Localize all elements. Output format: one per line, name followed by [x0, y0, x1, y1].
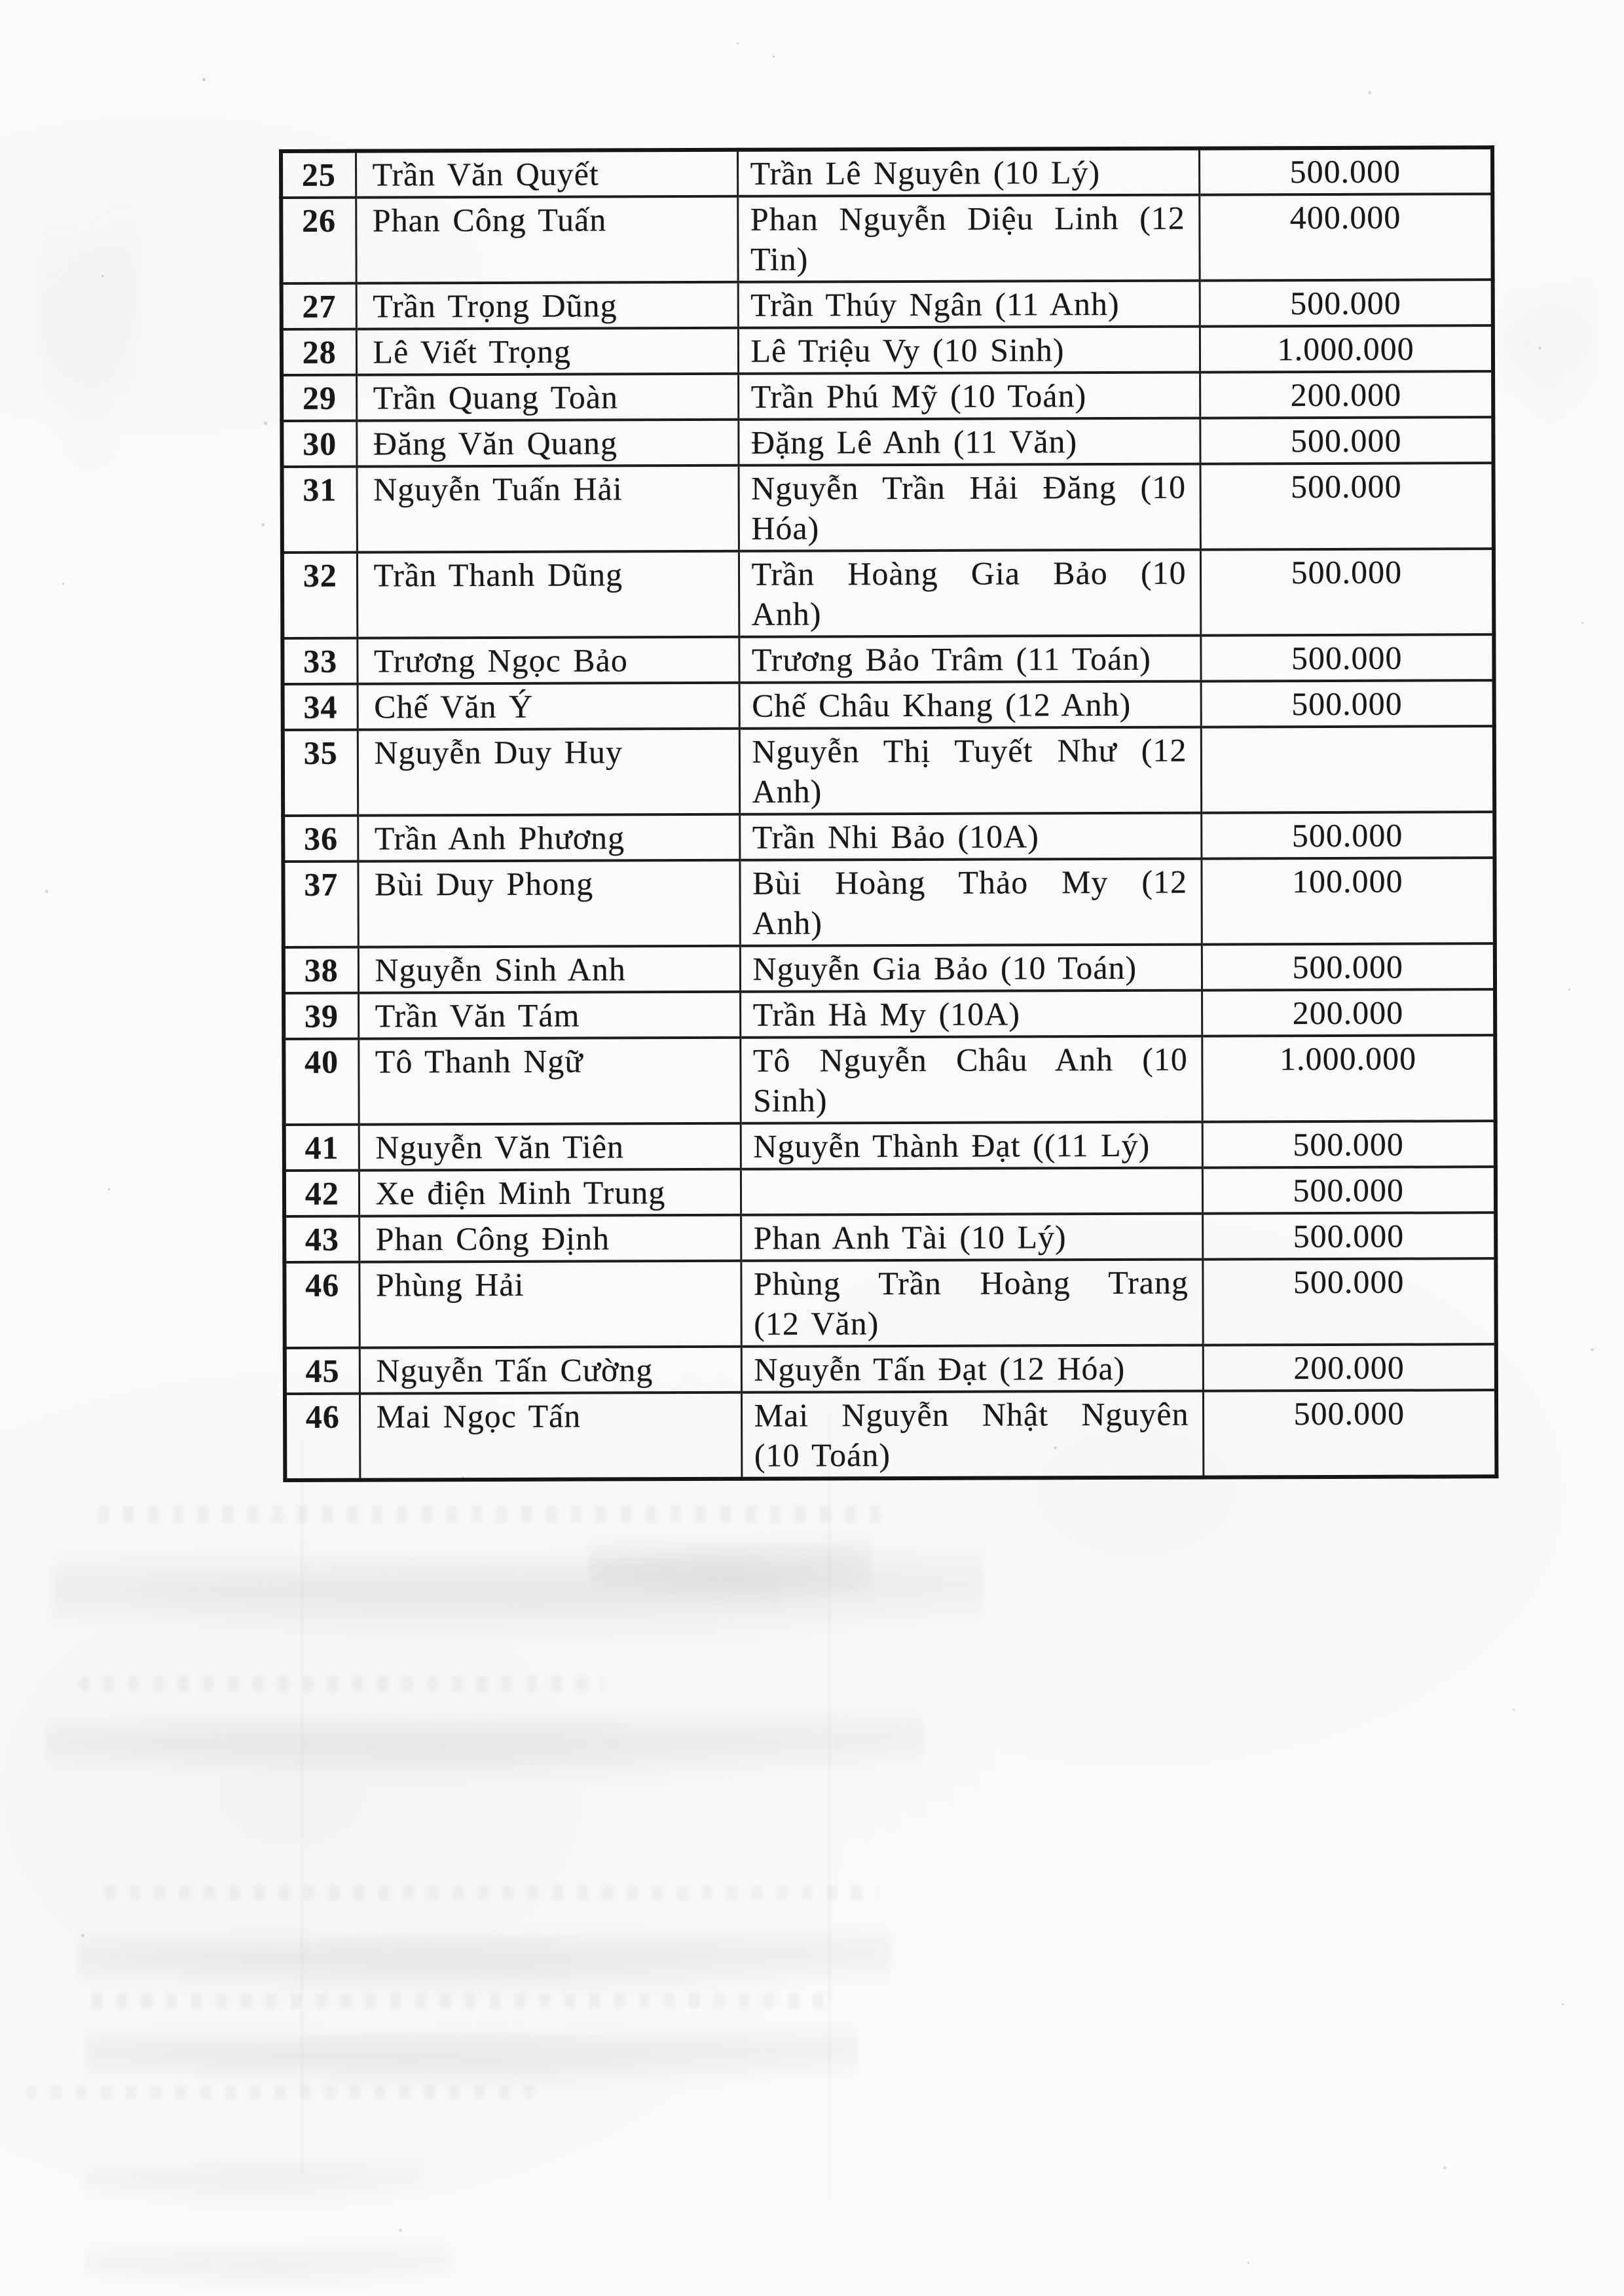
amount-cell: 1.000.000 [1202, 1035, 1495, 1121]
donor-name-cell: Nguyễn Văn Tiên [359, 1123, 741, 1171]
donor-name-cell: Lê Viết Trọng [356, 328, 738, 375]
amount-cell: 200.000 [1200, 371, 1493, 418]
donor-name-cell: Phùng Hải [359, 1261, 741, 1348]
student-name-cell: Mai Nguyễn Nhật Nguyên (10 Toán) [741, 1391, 1203, 1479]
amount-cell: 500.000 [1202, 943, 1495, 990]
table-row [284, 1121, 1496, 1171]
donor-name-cell: Chế Văn Ý [358, 683, 739, 730]
table-row [283, 812, 1494, 862]
amount-cell: 400.000 [1199, 194, 1492, 280]
table-row [284, 943, 1495, 993]
table-row [281, 194, 1492, 283]
student-name-cell: Trần Nhi Bảo (10A) [739, 813, 1201, 860]
student-name-cell: Trần Hà My (10A) [740, 991, 1202, 1038]
row-number-cell: 40 [284, 1039, 358, 1125]
student-name-cell: Lê Triệu Vy (10 Sinh) [738, 327, 1200, 374]
donor-name-cell: Trần Trọng Dũng [356, 282, 738, 329]
donor-name-cell: Trần Văn Tám [358, 992, 740, 1039]
donor-name-cell: Nguyễn Sinh Anh [358, 946, 740, 993]
amount-cell: 500.000 [1200, 280, 1493, 326]
table-row [283, 680, 1494, 730]
student-name-cell: Đặng Lê Anh (11 Văn) [738, 418, 1200, 465]
table-row [284, 1212, 1496, 1262]
table-row [282, 549, 1494, 638]
bleedthrough-smudge [105, 1886, 877, 1900]
row-number-cell: 35 [283, 730, 358, 816]
table-row [282, 634, 1494, 684]
student-name-cell: Bùi Hoàng Thảo My (12 Anh) [739, 859, 1201, 946]
donor-name-cell: Tô Thanh Ngữ [358, 1038, 740, 1125]
student-name-cell: Trần Thúy Ngân (11 Anh) [738, 281, 1200, 328]
student-name-cell: Trần Phú Mỹ (10 Toán) [738, 373, 1200, 420]
bleedthrough-smudge [85, 2154, 426, 2206]
table-row [284, 1258, 1496, 1348]
row-number-cell: 29 [282, 375, 356, 421]
donor-name-cell: Trần Thanh Dũng [357, 551, 739, 638]
amount-cell: 500.000 [1202, 1212, 1496, 1259]
bleedthrough-smudge [98, 1506, 891, 1523]
amount-cell: 500.000 [1201, 680, 1494, 727]
student-name-cell: Nguyễn Gia Bảo (10 Toán) [740, 945, 1202, 992]
amount-cell: 500.000 [1200, 417, 1493, 464]
donor-name-cell: Trần Quang Toàn [356, 374, 738, 421]
student-name-cell: Trương Bảo Trâm (11 Toán) [739, 636, 1200, 683]
row-number-cell: 36 [283, 816, 358, 862]
row-number-cell: 33 [282, 638, 357, 684]
row-number-cell: 27 [282, 283, 356, 329]
row-number-cell: 37 [283, 862, 358, 947]
table-row [283, 858, 1494, 947]
table-row [282, 371, 1493, 421]
bleedthrough-table-line [301, 1440, 303, 2174]
row-number-cell: 25 [281, 151, 356, 198]
amount-cell: 500.000 [1202, 1167, 1496, 1213]
donation-table [279, 145, 1498, 1482]
bleedthrough-smudge [79, 1925, 891, 1997]
donor-name-cell: Trương Ngọc Bảo [357, 637, 739, 684]
donor-name-cell: Trần Văn Quyết [356, 150, 737, 198]
row-number-cell: 28 [282, 329, 356, 375]
row-number-cell: 41 [284, 1125, 359, 1171]
row-number-cell: 39 [284, 993, 358, 1039]
student-name-cell: Phùng Trần Hoàng Trang (12 Văn) [741, 1260, 1202, 1347]
bleedthrough-smudge [79, 1676, 602, 1692]
student-name-cell: Tô Nguyễn Châu Anh (10 Sinh) [740, 1036, 1202, 1123]
donor-name-cell: Bùi Duy Phong [358, 860, 739, 947]
row-number-cell: 26 [281, 198, 356, 283]
amount-cell [1201, 726, 1494, 812]
amount-cell: 500.000 [1200, 549, 1494, 635]
table-row [284, 1167, 1496, 1216]
table-row [282, 463, 1494, 553]
student-name-cell: Nguyễn Thị Tuyết Như (12 Anh) [739, 727, 1201, 814]
table-row [281, 147, 1492, 198]
amount-cell: 100.000 [1201, 858, 1494, 944]
donor-name-cell: Phan Công Định [359, 1215, 741, 1262]
amount-cell: 500.000 [1199, 147, 1492, 194]
row-number-cell: 46 [284, 1262, 359, 1348]
bleedthrough-smudge [46, 1709, 923, 1784]
student-name-cell: Chế Châu Khang (12 Anh) [739, 682, 1201, 729]
bleedthrough-smudge [85, 2239, 452, 2291]
donation-table-body [281, 147, 1496, 1480]
bleedthrough-smudge [39, 196, 138, 471]
amount-cell: 500.000 [1200, 463, 1494, 549]
bleedthrough-smudge [52, 1545, 982, 1643]
amount-cell: 200.000 [1202, 989, 1495, 1036]
bleedthrough-table-line [828, 1414, 830, 2200]
amount-cell: 500.000 [1200, 634, 1494, 681]
table-row [285, 1344, 1496, 1394]
bleedthrough-smudge [92, 1994, 825, 2008]
row-number-cell: 30 [282, 421, 356, 467]
table-row [285, 1390, 1496, 1480]
table-row [284, 1035, 1495, 1125]
student-name-cell: Nguyễn Tấn Đạt (12 Hóa) [741, 1345, 1203, 1393]
bleedthrough-smudge [589, 1532, 871, 1611]
bleedthrough-smudge [85, 2023, 858, 2092]
amount-cell: 200.000 [1203, 1344, 1496, 1391]
donor-name-cell: Mai Ngọc Tấn [360, 1393, 741, 1480]
donor-name-cell: Đăng Văn Quang [356, 420, 738, 467]
table-row [282, 280, 1493, 329]
student-name-cell: Trần Hoàng Gia Bảo (10 Anh) [739, 550, 1200, 637]
donor-name-cell: Xe điện Minh Trung [359, 1169, 741, 1216]
table-row [284, 989, 1495, 1039]
row-number-cell: 43 [284, 1216, 359, 1262]
student-name-cell [741, 1168, 1202, 1215]
student-name-cell: Trần Lê Nguyên (10 Lý) [737, 149, 1199, 196]
amount-cell: 500.000 [1203, 1390, 1496, 1477]
table-row [282, 325, 1493, 375]
row-number-cell: 34 [283, 684, 358, 730]
row-number-cell: 38 [284, 947, 358, 993]
table-row [283, 726, 1494, 816]
amount-cell: 500.000 [1201, 812, 1494, 858]
donor-name-cell: Nguyễn Duy Huy [358, 729, 739, 816]
donor-name-cell: Nguyễn Tuấn Hải [357, 465, 739, 553]
row-number-cell: 31 [282, 467, 357, 553]
amount-cell: 1.000.000 [1200, 325, 1493, 372]
bleedthrough-smudge [1500, 262, 1598, 439]
row-number-cell: 32 [282, 553, 357, 638]
student-name-cell: Phan Nguyễn Diệu Linh (12 Tin) [737, 195, 1199, 282]
bleedthrough-smudge [26, 2085, 537, 2100]
donor-name-cell: Trần Anh Phương [358, 814, 739, 862]
table-row [282, 417, 1493, 467]
amount-cell: 500.000 [1202, 1258, 1496, 1345]
donor-name-cell: Phan Công Tuấn [356, 196, 737, 283]
scan-noise-speckles [0, 0, 2, 2]
amount-cell: 500.000 [1202, 1121, 1496, 1167]
student-name-cell: Nguyễn Trần Hải Đăng (10 Hóa) [739, 464, 1200, 551]
student-name-cell: Phan Anh Tài (10 Lý) [741, 1214, 1202, 1261]
student-name-cell: Nguyễn Thành Đạt ((11 Lý) [741, 1122, 1202, 1169]
donor-name-cell: Nguyễn Tấn Cường [360, 1347, 741, 1394]
row-number-cell: 46 [285, 1394, 360, 1480]
row-number-cell: 42 [284, 1171, 359, 1216]
row-number-cell: 45 [285, 1348, 360, 1394]
